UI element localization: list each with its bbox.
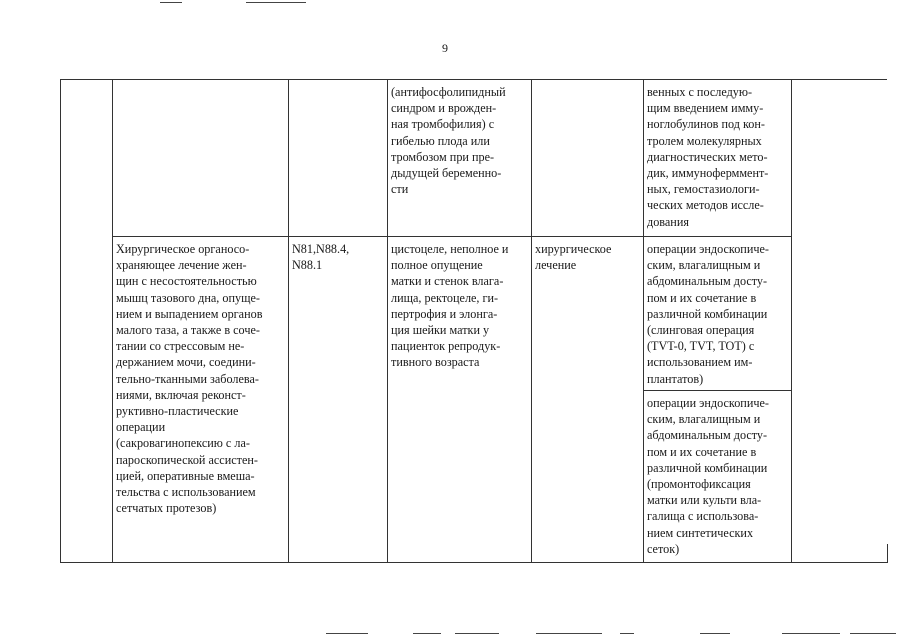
treatment-title-cell: Хирургическое органосо- храняющее лечение жен- щин с несостоятельностью мышц тазового дна, опуще- нием и выпадением органов малого таза, а также в соче- тании со стрессовым не- держанием мочи, соедини- тельно-тканными заболева- ниями, включая реконст- руктивно-пластические операции (сакровагинопексию с ла- пароскопической ассистен- цией, оперативные вмеша- тельства с использованием сетчатых протезов) xyxy=(116,242,263,516)
scan-mark-bottom xyxy=(782,633,840,634)
method-cell: венных с последую- щим введением имму- ноглобулинов под кон- тролем молекулярных диагностических мето- дик, иммуноферммент- ных, гемостазиологи- ческих методов иссле- дования xyxy=(647,85,769,229)
scan-mark-bottom xyxy=(455,633,499,634)
table-bottom-border xyxy=(60,562,887,563)
treatment-type-cell: хирургическое лечение xyxy=(535,242,612,273)
page-number: 9 xyxy=(442,41,448,55)
scan-mark-bottom xyxy=(850,633,896,634)
scan-mark-top xyxy=(246,2,306,3)
scan-mark-bottom xyxy=(326,633,368,634)
scan-mark-top xyxy=(160,2,182,3)
col-border xyxy=(60,79,61,563)
col-border xyxy=(531,79,532,563)
method-cell: операции эндоскопиче- ским, влагалищным и абдоминальным досту- пом и их сочетание в различной комбинации (промонтофиксация матки или культи вла- галища с использова- нием синтетических сеток) xyxy=(647,396,769,556)
scan-mark-bottom xyxy=(536,633,602,634)
method-cell: операции эндоскопиче- ским, влагалищным и абдоминальным досту- пом и их сочетание в различной комбинации (слинговая операция (TVT-0, TVT, TOT) с использованием им- плантатов) xyxy=(647,242,769,386)
col-border xyxy=(791,79,792,563)
table-top-border xyxy=(60,79,887,80)
condition-cell: (антифосфолипидный синдром и врожден- ная тромбофилия) с гибелью плода или тромбозом при пре- дыдущей беременно- сти xyxy=(391,85,506,197)
condition-cell: цистоцеле, неполное и полное опущение матки и стенок влага- лища, ректоцеле, ги- пертрофия и элонга- ция шейки матки у пациенток репродук- тивного возраста xyxy=(391,242,509,370)
col-border xyxy=(387,79,388,563)
col-border xyxy=(643,79,644,563)
icd-code-cell: N81,N88.4, N88.1 xyxy=(292,242,350,273)
col-border xyxy=(288,79,289,563)
method-divider xyxy=(643,390,791,391)
row-divider xyxy=(112,236,791,237)
col-border xyxy=(112,79,113,563)
scan-mark-bottom xyxy=(700,633,730,634)
col-border xyxy=(887,544,888,563)
scan-mark-bottom xyxy=(413,633,441,634)
scan-mark-bottom xyxy=(620,633,634,634)
